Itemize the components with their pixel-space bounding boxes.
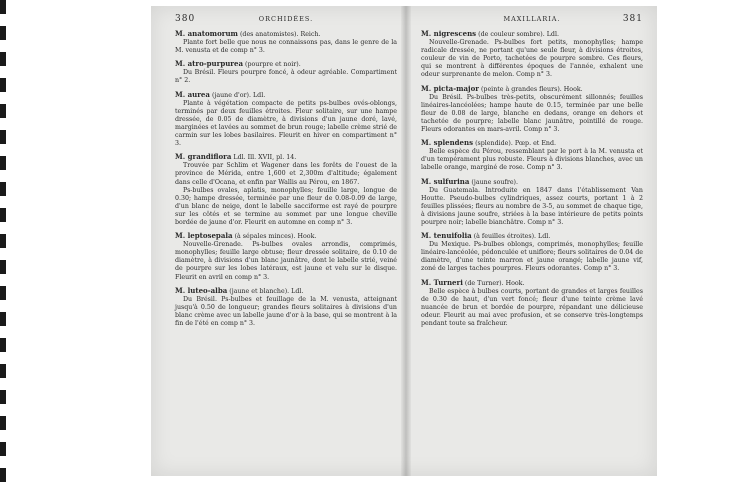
species-note: (de couleur sombre). Ldl. (478, 31, 559, 38)
species-description: Nouvelle-Grenade. Ps-bulbes ovales arrondis, comprimés, monophylles; feuille large obtuse; fleur dressée solitaire, de 0.10 de diamètre, à divisions d'un blanc jaunâtre, dont le labelle strié, veiné de pourpre sur les lobes latéraux, est jaune et velu sur le disque. Fleurit en avril en comp n° 3. (175, 241, 397, 281)
species-entry (421, 178, 643, 228)
species-entry (421, 85, 643, 135)
right-page (409, 6, 657, 476)
scanner-edge-strip (0, 0, 6, 482)
species-description: Du Guatemala. Introduite en 1847 dans l'établissement Van Houtte. Pseudo-bulbes cylindriques, assez courts, portant 1 à 2 feuilles plissées; fleurs au nombre de 3-5, au sommet de chaque tige, à divisions jaune soufre, striées à la base intérieure de petits points pourpre noir; labelle bianchâtre. Comp n° 3. (421, 186, 643, 226)
right-entries (421, 30, 643, 328)
species-name: M. anatomorum (175, 29, 238, 38)
species-name: M. Turneri (421, 277, 463, 287)
species-entry (175, 30, 397, 55)
species-description: Du Brésil. Fleurs pourpre foncé, à odeur agréable. Compartiment n° 2. (175, 69, 397, 85)
scanned-book-spread (151, 6, 657, 476)
left-page-header (175, 14, 397, 26)
left-page (151, 6, 403, 476)
species-name: M. tenuifolia (421, 231, 472, 241)
species-note: (jaune d'or). Ldl. (211, 91, 266, 99)
running-head: MAXILLARIA. (503, 15, 561, 23)
species-name: M. picta-major (421, 83, 479, 93)
species-description: Belle espèce à bulbes courts, portant de grandes et larges feuilles de 0.30 de haut, d'un vert foncé; fleur d'une teinte crème lavé nuancée de brun et bordée de pourpre, répandant une délicieuse odeur. Fleurit au mai avec profusion, et se conserve très-longtemps pendant toute sa fraîcheur. (421, 287, 643, 327)
species-note: (splendide). Pœp. et End. (475, 140, 557, 148)
species-name: M. splendens (421, 138, 474, 148)
species-description: Plante à végétation compacte de petits ps-bulbes ovés-oblongs, terminés par deux feuilles étroites. Fleur solitaire, sur une hampe dressée, de 0.05 de diamètre, à divisions d'un jaune doré, lavé, marginées et lavées au sommet de brun rouge; labelle crème strié de carmin sur les lobes basilaires. Fleurit en hiver en compartiment n° 3. (175, 99, 397, 148)
species-name: M. luteo-alba (175, 285, 228, 295)
species-entry (175, 287, 397, 328)
species-description: Plante fort belle que nous ne connaissons pas, dans le genre de la M. venusta et de comp n° 3. (175, 39, 397, 55)
species-entry (421, 30, 643, 80)
species-note: (jaune soufre). (471, 178, 519, 186)
species-entry (175, 153, 397, 227)
species-name: M. atro-purpurea (175, 59, 243, 69)
species-name: M. leptosepala (175, 231, 233, 241)
species-name: M. aurea (175, 89, 210, 99)
species-description: Nouvelle-Grenade. Ps-bulbes fort petits, monophylles; hampe radicale dressée, ne portant qu'une seule fleur, à divisions étroites, couleur de vin de Porto, tachetées de pourpre sombre. Ces fleurs, qui se montrent à différentes époques de l'année, exhalent une odeur surprenante de melon. Comp n° 3. (421, 39, 643, 79)
species-entry (175, 60, 397, 85)
species-note: (peinte à grandes fleurs). Hook. (480, 85, 583, 93)
species-description: Belle espèce du Pérou, ressemblant par le port à la M. venusta et d'un tempérament plus robuste. Fleurs à divisions blanches, avec un labelle orange, marginé de rose. Comp n° 3. (421, 148, 643, 172)
species-note: (à feuilles étroites). Ldl. (473, 233, 551, 241)
left-entries (175, 30, 397, 328)
species-note: (des anatomistes). Reich. (239, 31, 321, 38)
species-note: (jaune et blanche). Ldl. (229, 287, 304, 295)
species-name: M. sulfurina (421, 176, 470, 186)
species-entry (175, 232, 397, 282)
page-number: 381 (622, 14, 643, 24)
running-head: ORCHIDÉES. (258, 15, 314, 23)
species-description: Du Brésil. Ps-bulbes très-petits, obscurément sillonnés; feuilles linéaires-lancéolées; hampe haute de 0.15, terminée par une belle fleur de 0.08 de large, blanche en dedans, orange en dehors et tachetée de pourpre; labelle blanc jaunâtre, pointillé de rouge. Fleurs odorantes en mars-avril. Comp n° 3. (421, 93, 643, 134)
species-description: Trouvée par Schlim et Wagener dans les forêts de l'ouest de la province de Mérida, entre 1,600 et 2,300m d'altitude; également dans celle d'Ocana, et enfin par Wallis au Pérou, en 1867. (175, 162, 397, 186)
species-note: Ldl. Ill. XVII, pl. 14. (233, 154, 297, 162)
species-note: (de Turner). Hook. (464, 279, 525, 287)
species-entry (421, 232, 643, 273)
page-number: 380 (175, 14, 196, 24)
species-note: (pourpre et noir). (245, 61, 301, 69)
species-entry (421, 139, 643, 172)
species-entry (175, 91, 397, 149)
species-name: M. grandiflora (175, 152, 232, 162)
species-name: M. nigrescens (421, 29, 477, 38)
species-description: Ps-bulbes ovales, aplatis, monophylles; feuille large, longue de 0.30; hampe dressée, terminée par une fleur de 0.08-0.09 de large, d'un blanc de neige, dont le labelle sacciforme est rayé de pourpre sur les côtés et se termine au sommet par une longue cheville bordée de jaune d'or. Fleurit en automne en comp n° 3. (175, 186, 397, 226)
species-entry (421, 279, 643, 329)
right-page-header (421, 14, 643, 26)
species-description: Du Brésil. Ps-bulbes et feuillage de la M. venusta, atteignant jusqu'à 0.50 de longueur; grandes fleurs solitaires à divisions d'un blanc crème avec un labelle jaune d'or à la base, qui se montrent à la fin de l'été en comp n° 3. (175, 295, 397, 327)
species-note: (à sépales minces). Hook. (234, 233, 317, 241)
species-description: Du Mexique. Ps-bulbes oblongs, comprimés, monophylles; feuille linéaire-lancéolée, pédonculée et uniflore; fleurs solitaires de 0.04 de diamètre, d'une teinte marron et jaune orangé; labelle jaune vif, zoné de larges taches pourpres. Fleurs odorantes. Comp n° 3. (421, 241, 643, 273)
